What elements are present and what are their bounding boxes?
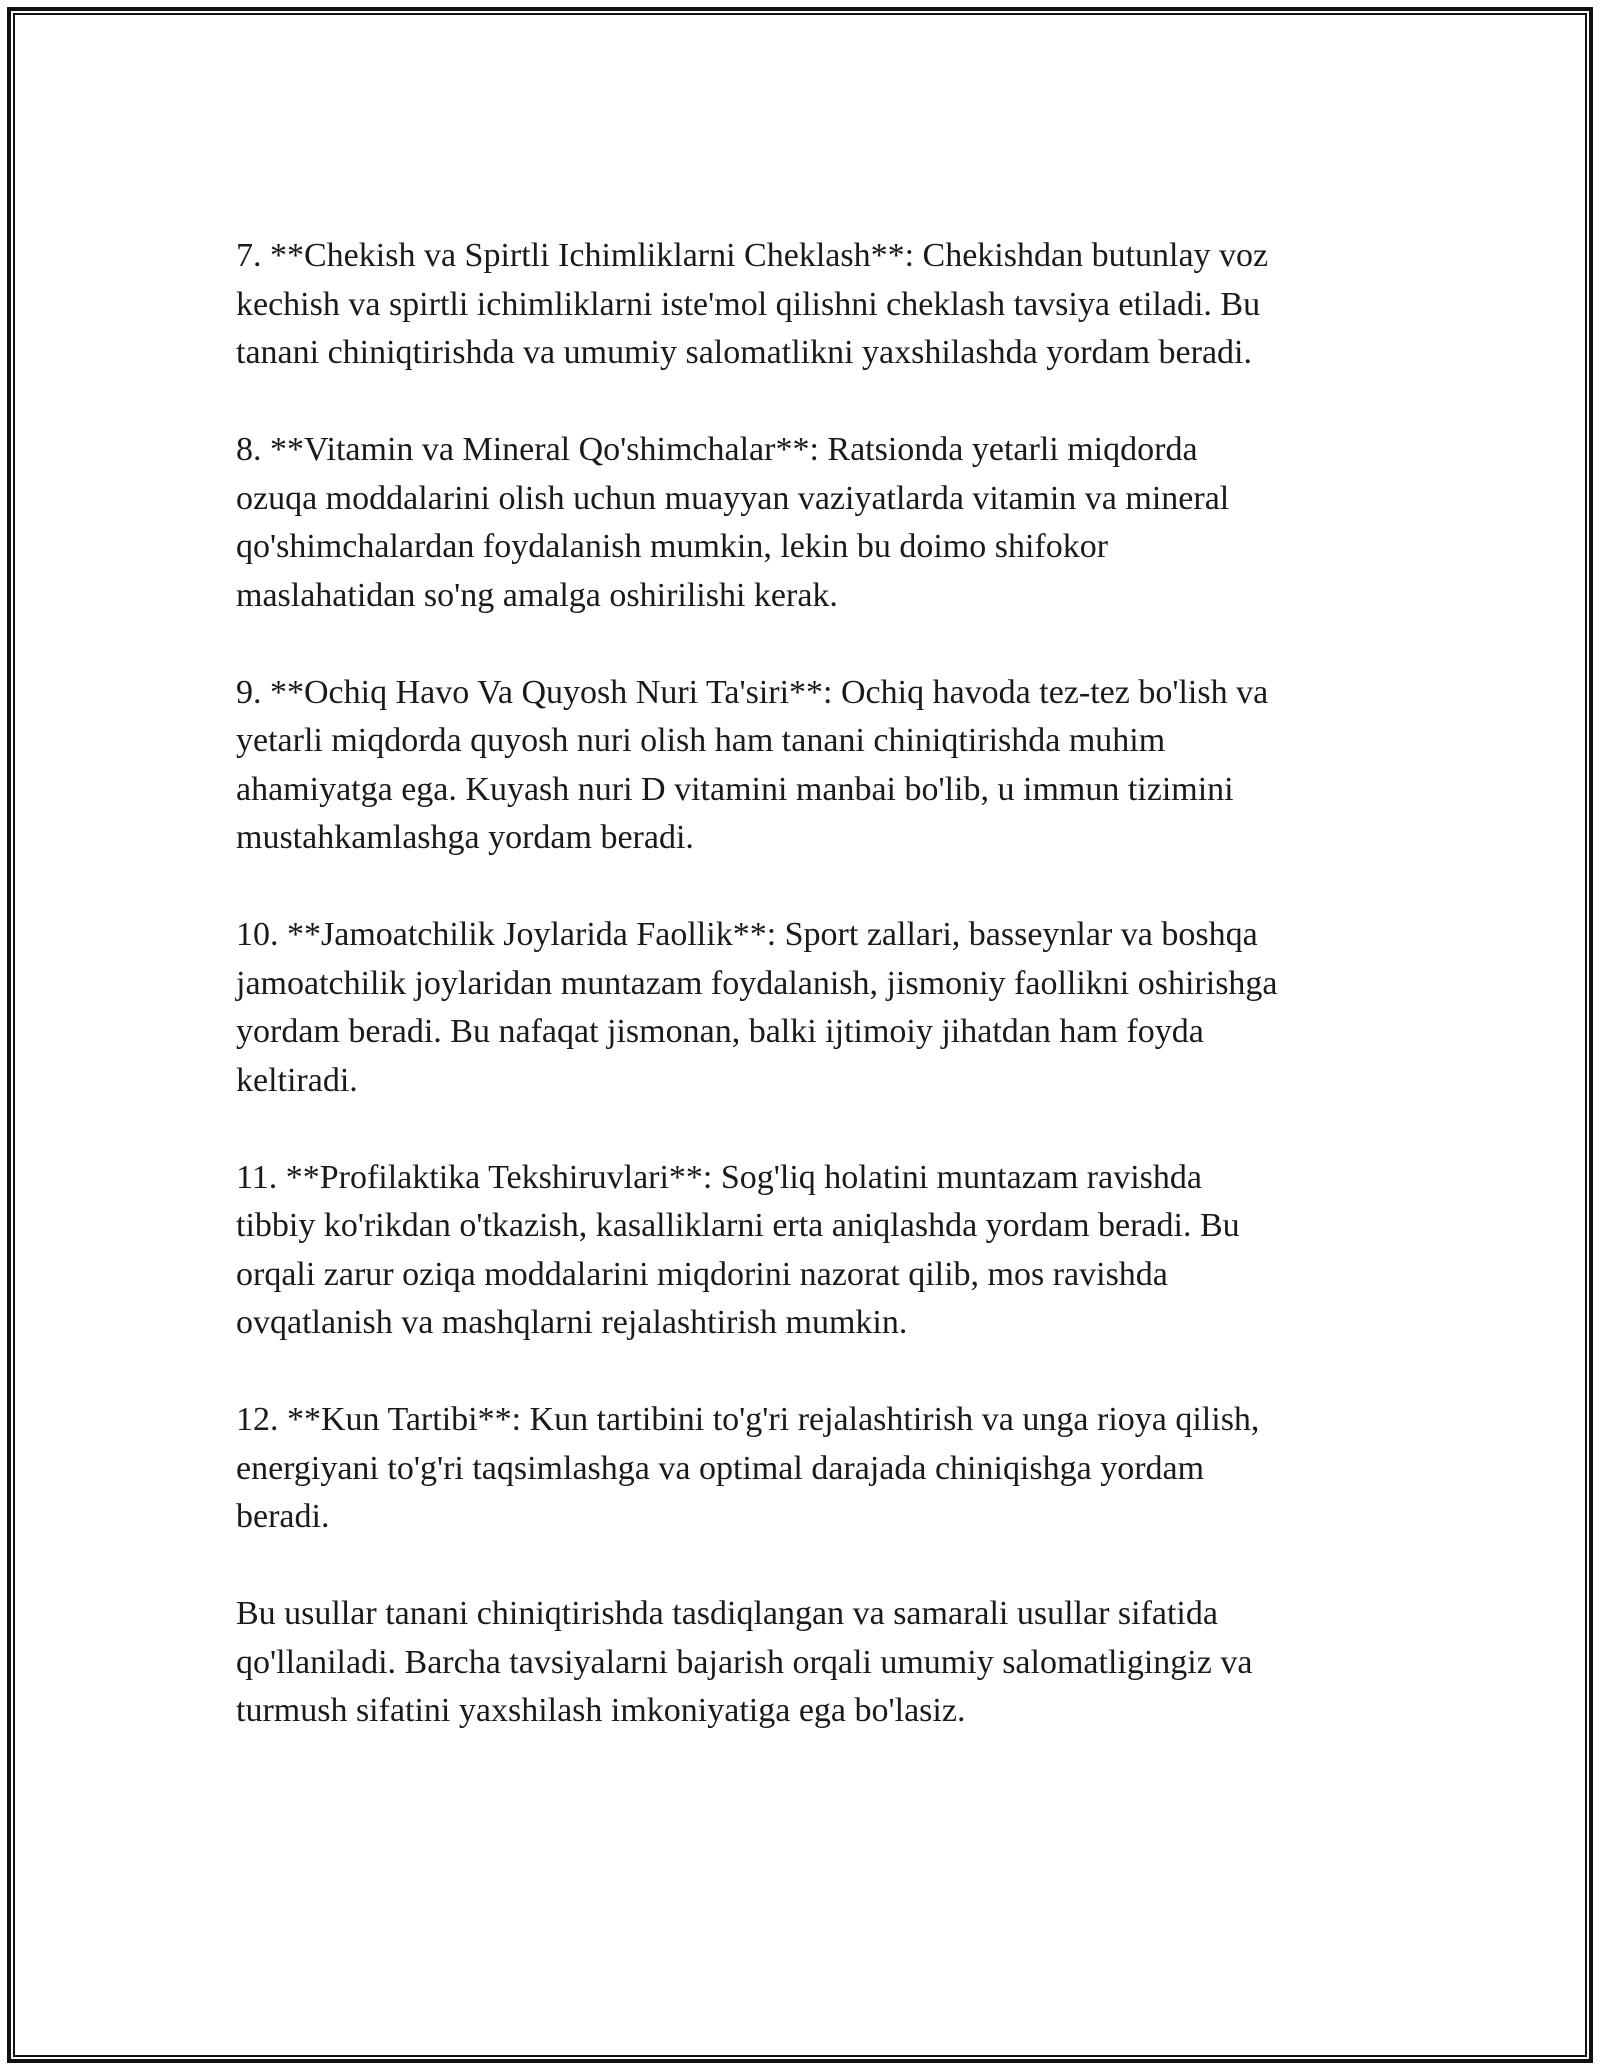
- paragraph-item-9: 9. **Ochiq Havo Va Quyosh Nuri Ta'siri**: Ochiq havoda tez-tez bo'lish va yetarli miqdorda quyosh nuri olish ham tanani chiniqtirishda muhim ahamiyatga ega. Kuyash nuri D vitamini manbai bo'lib, u immun tizimini mustahkamlashga yordam beradi.: [236, 673, 1269, 856]
- paragraph-item-10: 10. **Jamoatchilik Joylarida Faollik**: Sport zallari, basseynlar va boshqa jamoatchilik joylaridan muntazam foydalanish, jismoniy faollikni oshirishga yordam beradi. Bu nafaqat jismonan, balki ijtimoiy jihatdan ham foyda keltiradi.: [236, 916, 1278, 1099]
- paragraph-item-8: 8. **Vitamin va Mineral Qo'shimchalar**: Ratsionda yetarli miqdorda ozuqa moddalarini olish uchun muayyan vaziyatlarda vitamin va mineral qo'shimchalardan foydalanish mumkin, lekin bu doimo shifokor maslahatidan so'ng amalga oshirilishi kerak.: [236, 431, 1230, 614]
- paragraph-item-7: 7. **Chekish va Spirtli Ichimliklarni Cheklash**: Chekishdan butunlay voz kechish va spirtli ichimliklarni iste'mol qilishni cheklash tavsiya etiladi. Bu tanani chiniqtirishda va umumiy salomatlikni yaxshilashda yordam beradi.: [236, 237, 1269, 371]
- paragraph-item-11: 11. **Profilaktika Tekshiruvlari**: Sog'liq holatini muntazam ravishda tibbiy ko'rikdan o'tkazish, kasalliklarni erta aniqlashda yordam beradi. Bu orqali zarur oziqa moddalarini miqdorini nazorat qilib, mos ravishda ovqatlanish va mashqlarni rejalashtirish mumkin.: [236, 1158, 1240, 1341]
- document-body: [236, 232, 1376, 1784]
- paragraph-conclusion: Bu usullar tanani chiniqtirishda tasdiqlangan va samarali usullar sifatida qo'llaniladi. Barcha tavsiyalarni bajarish orqali umumiy salomatligingiz va turmush sifatini yaxshilash imkoniyatiga ega bo'lasiz.: [236, 1595, 1253, 1729]
- paragraph-item-12: 12. **Kun Tartibi**: Kun tartibini to'g'ri rejalashtirish va unga rioya qilish, energiyani to'g'ri taqsimlashga va optimal darajada chiniqishga yordam beradi.: [236, 1401, 1260, 1535]
